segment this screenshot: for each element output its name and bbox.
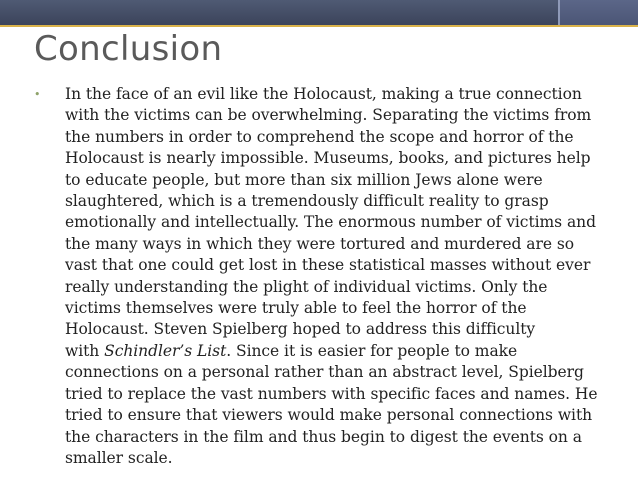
header-accent-line: [0, 25, 638, 27]
slide-title: Conclusion: [34, 29, 223, 69]
film-title: Schindler’s List: [104, 341, 227, 360]
bullet-text-part1: In the face of an evil like the Holocaust, making a true connection with the victims can be overwhelming. Separating the victims from the numbers in order to comprehend the scope and horror of the Holocaust is nearly impossible. Museums, books, and pictures help to educate people, but more than six million Jews alone were slaughtered, which is a tremendously difficult reality to grasp emotionally and intellectually. The enormous number of victims and the many ways in which they were tortured and murdered are so vast that one could get lost in these statistical masses without ever really understanding the plight of individual victims. Only the victims themselves were truly able to feel the horror of the Holocaust. Steven Spielberg hoped to address this difficulty with: [65, 85, 596, 360]
bullet-text: [65, 84, 597, 469]
bullet-item: [34, 84, 614, 469]
bullet-dot-icon: •: [34, 88, 41, 101]
slide-body: [34, 84, 614, 469]
header-band: [0, 0, 638, 27]
bullet-text-part2: . Since it is easier for people to make connections on a personal rather than an abstract level, Spielberg tried to replace the vast numbers with specific faces and names. He tried to ensure that viewers would make personal connections with the characters in the film and thus begin to digest the events on a smaller scale.: [65, 341, 598, 467]
header-corner-block: [558, 0, 638, 27]
